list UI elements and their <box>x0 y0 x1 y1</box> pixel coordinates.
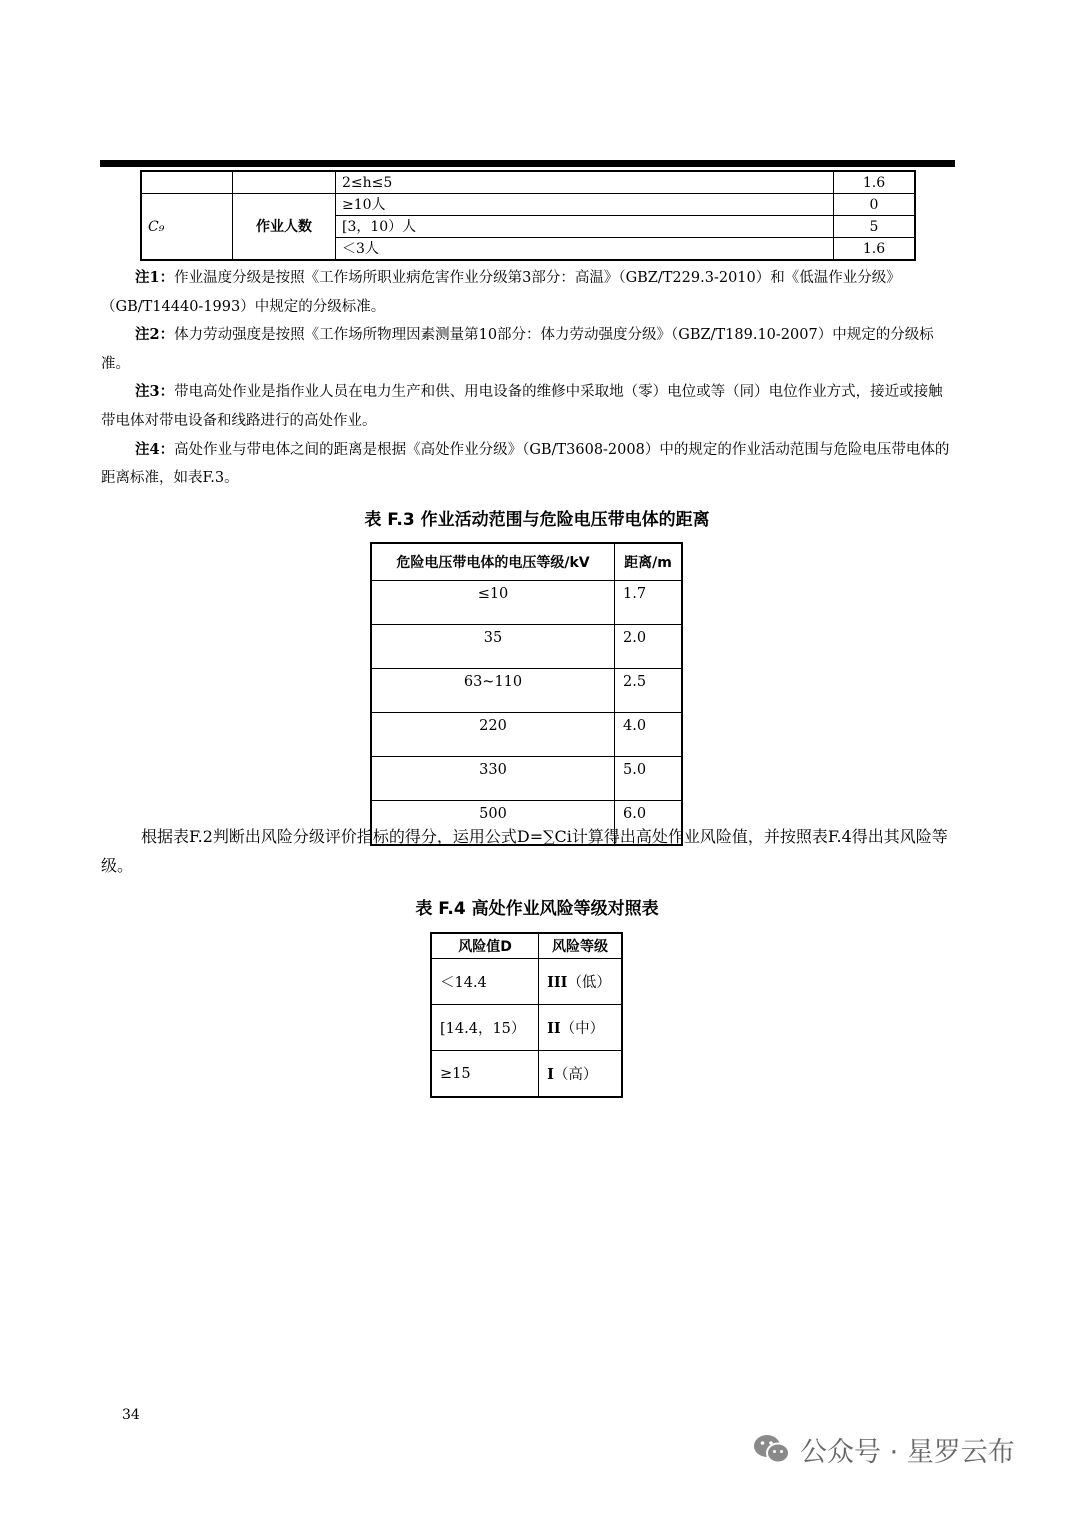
distance-cell: 5.0 <box>615 757 683 801</box>
table-f3-caption: 表 F.3 作业活动范围与危险电压带电体的距离 <box>364 510 710 530</box>
note-3: 注3：带电高处作业是指作业人员在电力生产和供、用电设备的维修中采取地（零）电位或等（同）电位作业方式，接近或接触带电体对带电设备和线路进行的高处作业。 <box>101 383 943 429</box>
voltage-cell: 500 <box>371 801 615 846</box>
index-code-cell <box>141 171 233 194</box>
table-f4 <box>430 932 623 1098</box>
note-4: 注4：高处作业与带电体之间的距离是根据《高处作业分级》（GB/T3608-2008）中的规定的作业活动范围与危险电压带电体的距离标准，如表F.3。 <box>101 440 950 487</box>
risk-value-cell: ≥15 <box>431 1051 539 1098</box>
risk-level-cell: II（中） <box>539 1005 622 1051</box>
table-row <box>371 669 682 713</box>
table-row <box>371 757 682 801</box>
voltage-cell: 220 <box>371 713 615 757</box>
table-header-row <box>431 933 622 959</box>
risk-index-table-continuation <box>140 170 916 261</box>
condition-cell: ＜3人 <box>336 238 834 261</box>
table-f3 <box>370 542 683 846</box>
column-header: 风险值D <box>431 933 539 959</box>
note-2: 注2：体力劳动强度是按照《工作场所物理因素测量第10部分：体力劳动强度分级》（GBZ/T189.10-2007）中规定的分级标准。 <box>101 326 934 372</box>
column-header: 风险等级 <box>539 933 622 959</box>
distance-cell: 2.0 <box>615 625 683 669</box>
body-paragraph: 根据表F.2判断出风险分级评价指标的得分，运用公式D=∑Ci计算得出高处作业风险值，并按照表F.4得出其风险等级。 <box>101 827 948 875</box>
condition-cell: 2≤h≤5 <box>336 171 834 194</box>
voltage-cell: ≤10 <box>371 581 615 625</box>
table-row <box>371 625 682 669</box>
table-row <box>371 581 682 625</box>
header-rule <box>100 160 955 167</box>
table-row <box>431 959 622 1005</box>
risk-value-cell: ＜14.4 <box>431 959 539 1005</box>
table-header-row <box>371 543 682 581</box>
wechat-icon <box>752 1433 792 1467</box>
distance-cell: 1.7 <box>615 581 683 625</box>
watermark-text: 公众号 · 星罗云布 <box>800 1437 1015 1468</box>
score-cell: 5 <box>834 216 916 238</box>
table-f4-caption: 表 F.4 高处作业风险等级对照表 <box>415 899 659 919</box>
voltage-cell: 63~110 <box>371 669 615 713</box>
table-row <box>431 1051 622 1098</box>
condition-cell: ≥10人 <box>336 194 834 216</box>
watermark <box>752 1430 1015 1469</box>
note-1: 注1：作业温度分级是按照《工作场所职业病危害作业分级第3部分：高温》（GBZ/T229.3-2010）和《低温作业分级》（GB/T14440-1993）中规定的分级标准。 <box>101 269 901 315</box>
distance-cell: 6.0 <box>615 801 683 846</box>
distance-cell: 4.0 <box>615 713 683 757</box>
condition-cell: [3，10）人 <box>336 216 834 238</box>
voltage-cell: 330 <box>371 757 615 801</box>
index-code-cell: C₉ <box>141 194 233 261</box>
table-row <box>141 194 915 216</box>
page-number: 34 <box>122 1407 140 1423</box>
column-header: 距离/m <box>615 543 683 581</box>
index-name-cell: 作业人数 <box>233 194 336 261</box>
index-name-cell <box>233 171 336 194</box>
score-cell: 1.6 <box>834 171 916 194</box>
column-header: 危险电压带电体的电压等级/kV <box>371 543 615 581</box>
score-cell: 0 <box>834 194 916 216</box>
distance-cell: 2.5 <box>615 669 683 713</box>
table-row <box>431 1005 622 1051</box>
risk-value-cell: [14.4，15） <box>431 1005 539 1051</box>
risk-level-cell: I（高） <box>539 1051 622 1098</box>
table-row <box>371 713 682 757</box>
voltage-cell: 35 <box>371 625 615 669</box>
risk-level-cell: III（低） <box>539 959 622 1005</box>
notes-section <box>101 264 953 493</box>
score-cell: 1.6 <box>834 238 916 261</box>
table-row <box>141 171 915 194</box>
